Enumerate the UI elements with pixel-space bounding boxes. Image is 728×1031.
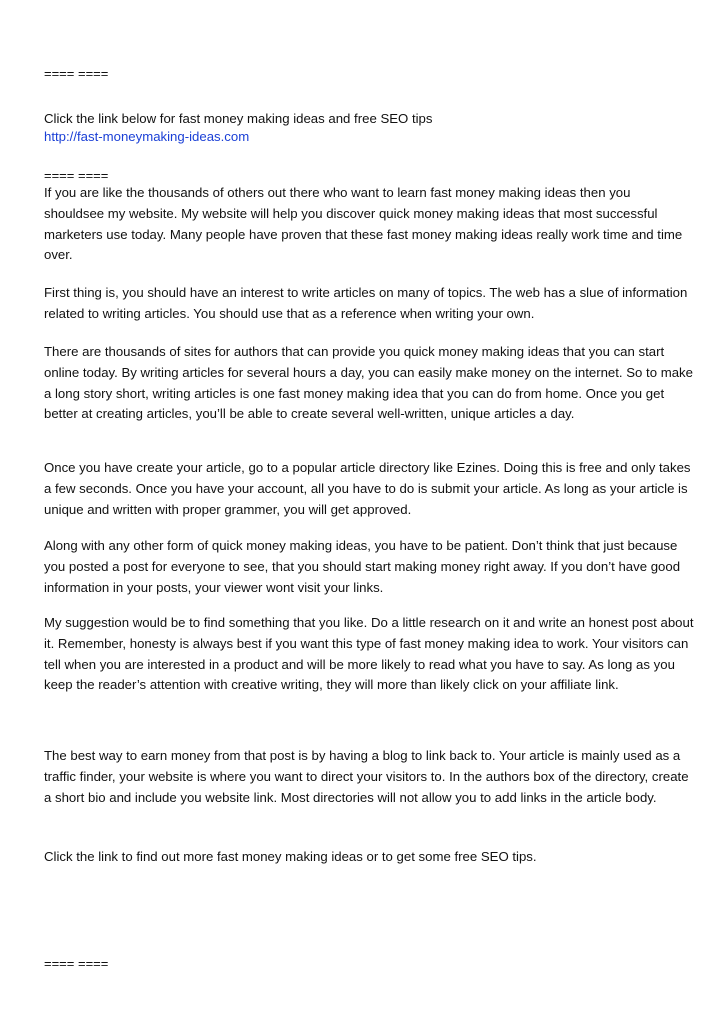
intro-link[interactable]: http://fast-moneymaking-ideas.com: [44, 129, 250, 144]
paragraph-1: If you are like the thousands of others out there who want to learn fast money making ideas then you shouldsee my website. My website will help you discover quick money making ideas that most successful marketers use today. Many people have proven that these fast money making ideas really work time and time over.: [44, 185, 683, 263]
paragraph-7: The best way to earn money from that post is by having a blog to link back to. Your article is mainly used as a traffic finder, your website is where you want to direct your visitors to. In the authors box of the directory, create a short bio and include you website link. Most directories will not allow you to add links in the article body.: [44, 748, 689, 805]
paragraph-8: Click the link to find out more fast money making ideas or to get some free SEO tips.: [44, 849, 537, 864]
separator-bottom: ==== ====: [44, 956, 109, 971]
paragraph-5: Along with any other form of quick money making ideas, you have to be patient. Don’t think that just because you posted a post for everyone to see, that you should start making money right away. If you don’t have good information in your posts, your viewer wont visit your links.: [44, 538, 681, 595]
intro-link-wrap: [44, 129, 249, 145]
separator-mid: ==== ====: [44, 168, 109, 183]
paragraph-3: There are thousands of sites for authors that can provide you quick money making ideas that you can start online today. By writing articles for several hours a day, you can easily make money on the internet. So to make a long story short, writing articles is one fast money making idea that you can do from home. Once you get better at creating articles, you’ll be able to create several well-written, unique articles a day.: [44, 344, 693, 422]
paragraph-6: My suggestion would be to find something that you like. Do a little research on it and write an honest post about it. Remember, honesty is always best if you want this type of fast money making idea to work. Your visitors can tell when you are interested in a product and will be more likely to read what you have to say. As long as you keep the reader’s attention with creative writing, they will more than likely click on your affiliate link.: [44, 615, 694, 693]
paragraph-4: Once you have create your article, go to a popular article directory like Ezines. Doing this is free and only takes a few seconds. Once you have your account, all you have to do is submit your article. As long as your article is unique and written with proper grammer, you will get approved.: [44, 460, 691, 517]
document-page: [44, 0, 694, 1031]
separator-top: ==== ====: [44, 66, 109, 81]
intro-text: Click the link below for fast money making ideas and free SEO tips: [44, 111, 433, 126]
paragraph-2: First thing is, you should have an interest to write articles on many of topics. The web has a slue of information related to writing articles. You should use that as a reference when writing your own.: [44, 285, 688, 321]
